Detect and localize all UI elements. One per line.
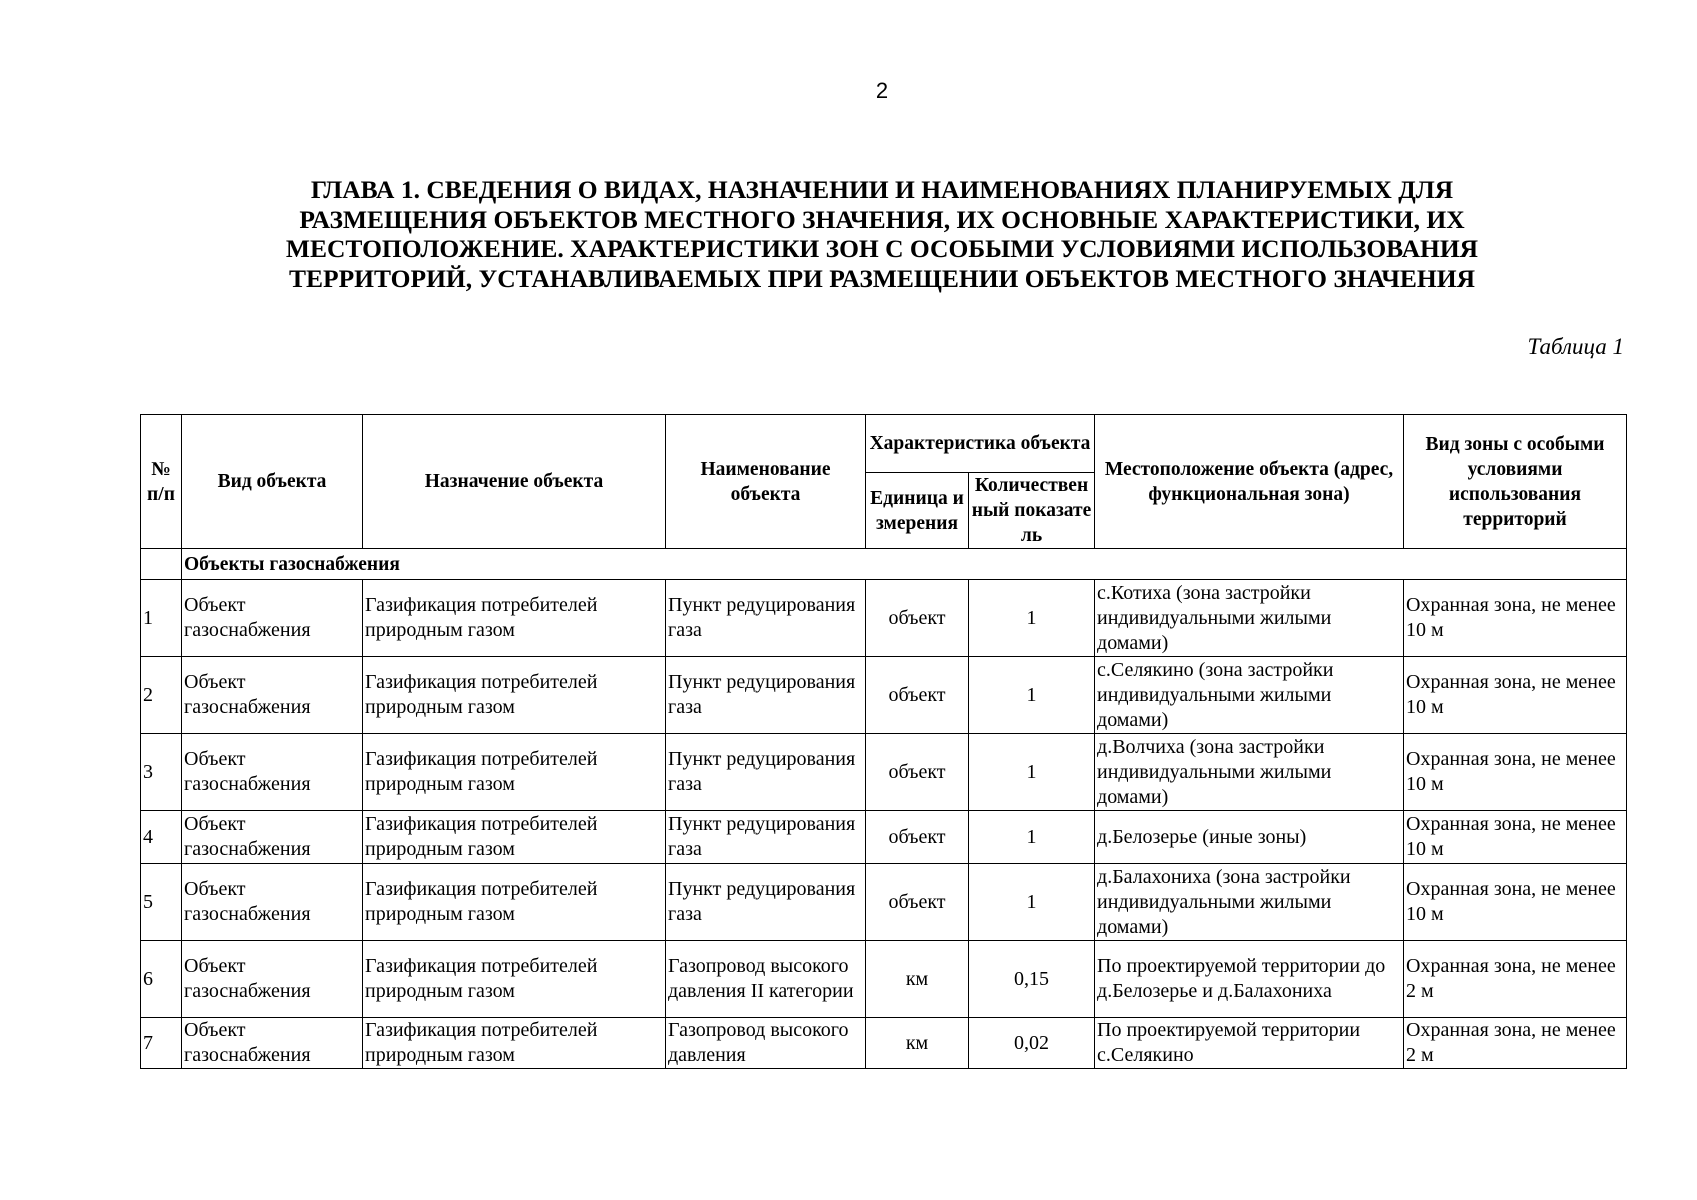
cell-name: Пункт редуцирования газа bbox=[666, 811, 866, 864]
cell-num: 2 bbox=[141, 657, 182, 734]
cell-purpose: Газификация потребителей природным газом bbox=[363, 1018, 666, 1069]
cell-zone: Охранная зона, не менее 10 м bbox=[1404, 580, 1627, 657]
cell-kind: Объект газоснабжения bbox=[182, 1018, 363, 1069]
table-row bbox=[141, 811, 1627, 864]
chapter-title-line: ТЕРРИТОРИЙ, УСТАНАВЛИВАЕМЫХ ПРИ РАЗМЕЩЕНИИ ОБЪЕКТОВ МЕСТНОГО ЗНАЧЕНИЯ bbox=[288, 263, 1475, 293]
cell-purpose: Газификация потребителей природным газом bbox=[363, 811, 666, 864]
cell-num: 5 bbox=[141, 864, 182, 941]
cell-unit: км bbox=[866, 941, 969, 1018]
cell-num: 6 bbox=[141, 941, 182, 1018]
cell-quantity: 1 bbox=[969, 580, 1095, 657]
header-purpose: Назначение объекта bbox=[363, 415, 666, 549]
group-label: Объекты газоснабжения bbox=[182, 549, 1627, 580]
cell-unit: объект bbox=[866, 811, 969, 864]
chapter-title-line: ГЛАВА 1. СВЕДЕНИЯ О ВИДАХ, НАЗНАЧЕНИИ И НАИМЕНОВАНИЯХ ПЛАНИРУЕМЫХ ДЛЯ bbox=[310, 175, 1454, 204]
cell-purpose: Газификация потребителей природным газом bbox=[363, 864, 666, 941]
cell-unit: объект bbox=[866, 657, 969, 734]
cell-location: д.Балахониха (зона застройки индивидуальными жилыми домами) bbox=[1095, 864, 1404, 941]
cell-name: Газопровод высокого давления bbox=[666, 1018, 866, 1069]
cell-zone: Охранная зона, не менее 10 м bbox=[1404, 657, 1627, 734]
cell-unit: км bbox=[866, 1018, 969, 1069]
cell-location: д.Белозерье (иные зоны) bbox=[1095, 811, 1404, 864]
header-unit: Единица измерения bbox=[866, 473, 969, 549]
cell-location: с.Котиха (зона застройки индивидуальными жилыми домами) bbox=[1095, 580, 1404, 657]
cell-kind: Объект газоснабжения bbox=[182, 657, 363, 734]
cell-name: Пункт редуцирования газа bbox=[666, 734, 866, 811]
cell-quantity: 1 bbox=[969, 657, 1095, 734]
cell-location: д.Волчиха (зона застройки индивидуальными жилыми домами) bbox=[1095, 734, 1404, 811]
table-row bbox=[141, 657, 1627, 734]
cell-num: 3 bbox=[141, 734, 182, 811]
cell-purpose: Газификация потребителей природным газом bbox=[363, 580, 666, 657]
chapter-title-line: МЕСТОПОЛОЖЕНИЕ. ХАРАКТЕРИСТИКИ ЗОН С ОСОБЫМИ УСЛОВИЯМИ ИСПОЛЬЗОВАНИЯ bbox=[285, 234, 1479, 263]
cell-name: Газопровод высокого давления II категории bbox=[666, 941, 866, 1018]
header-row bbox=[141, 415, 1627, 473]
objects-table bbox=[140, 414, 1627, 1069]
cell-zone: Охранная зона, не менее 2 м bbox=[1404, 941, 1627, 1018]
table-row bbox=[141, 580, 1627, 657]
group-row bbox=[141, 549, 1627, 580]
cell-location: с.Селякино (зона застройки индивидуальными жилыми домами) bbox=[1095, 657, 1404, 734]
chapter-title-line: РАЗМЕЩЕНИЯ ОБЪЕКТОВ МЕСТНОГО ЗНАЧЕНИЯ, ИХ ОСНОВНЫЕ ХАРАКТЕРИСТИКИ, ИХ bbox=[299, 204, 1465, 234]
cell-quantity: 0,02 bbox=[969, 1018, 1095, 1069]
cell-purpose: Газификация потребителей природным газом bbox=[363, 734, 666, 811]
cell-quantity: 1 bbox=[969, 864, 1095, 941]
cell-num: 4 bbox=[141, 811, 182, 864]
cell-location: По проектируемой территории до д.Белозерье и д.Балахониха bbox=[1095, 941, 1404, 1018]
cell-kind: Объект газоснабжения bbox=[182, 811, 363, 864]
table-row bbox=[141, 1018, 1627, 1069]
cell-name: Пункт редуцирования газа bbox=[666, 580, 866, 657]
cell-zone: Охранная зона, не менее 10 м bbox=[1404, 811, 1627, 864]
table-row bbox=[141, 864, 1627, 941]
cell-num: 7 bbox=[141, 1018, 182, 1069]
cell-location: По проектируемой территории с.Селякино bbox=[1095, 1018, 1404, 1069]
table-row bbox=[141, 734, 1627, 811]
header-num: № п/п bbox=[141, 415, 182, 549]
cell-num: 1 bbox=[141, 580, 182, 657]
cell-quantity: 0,15 bbox=[969, 941, 1095, 1018]
header-location: Местоположение объекта (адрес, функциональная зона) bbox=[1095, 415, 1404, 549]
header-kind: Вид объекта bbox=[182, 415, 363, 549]
page-number: 2 bbox=[875, 78, 889, 103]
header-name: Наименование объекта bbox=[666, 415, 866, 549]
cell-kind: Объект газоснабжения bbox=[182, 734, 363, 811]
table-label: Таблица 1 bbox=[1527, 334, 1624, 359]
cell-quantity: 1 bbox=[969, 734, 1095, 811]
cell-kind: Объект газоснабжения bbox=[182, 580, 363, 657]
chapter-title bbox=[140, 175, 1624, 293]
header-zone: Вид зоны с особыми условиями использования территорий bbox=[1404, 415, 1627, 549]
cell-kind: Объект газоснабжения bbox=[182, 864, 363, 941]
cell-quantity: 1 bbox=[969, 811, 1095, 864]
cell-zone: Охранная зона, не менее 2 м bbox=[1404, 1018, 1627, 1069]
cell-zone: Охранная зона, не менее 10 м bbox=[1404, 734, 1627, 811]
cell-name: Пункт редуцирования газа bbox=[666, 657, 866, 734]
cell-unit: объект bbox=[866, 864, 969, 941]
cell-kind: Объект газоснабжения bbox=[182, 941, 363, 1018]
cell-name: Пункт редуцирования газа bbox=[666, 864, 866, 941]
cell-zone: Охранная зона, не менее 10 м bbox=[1404, 864, 1627, 941]
header-quantity: Количественный показатель bbox=[969, 473, 1095, 549]
cell-unit: объект bbox=[866, 734, 969, 811]
cell-unit: объект bbox=[866, 580, 969, 657]
table-row bbox=[141, 941, 1627, 1018]
cell-purpose: Газификация потребителей природным газом bbox=[363, 657, 666, 734]
cell-purpose: Газификация потребителей природным газом bbox=[363, 941, 666, 1018]
header-characteristics: Характеристика объекта bbox=[866, 415, 1095, 473]
group-num-cell bbox=[141, 549, 182, 580]
